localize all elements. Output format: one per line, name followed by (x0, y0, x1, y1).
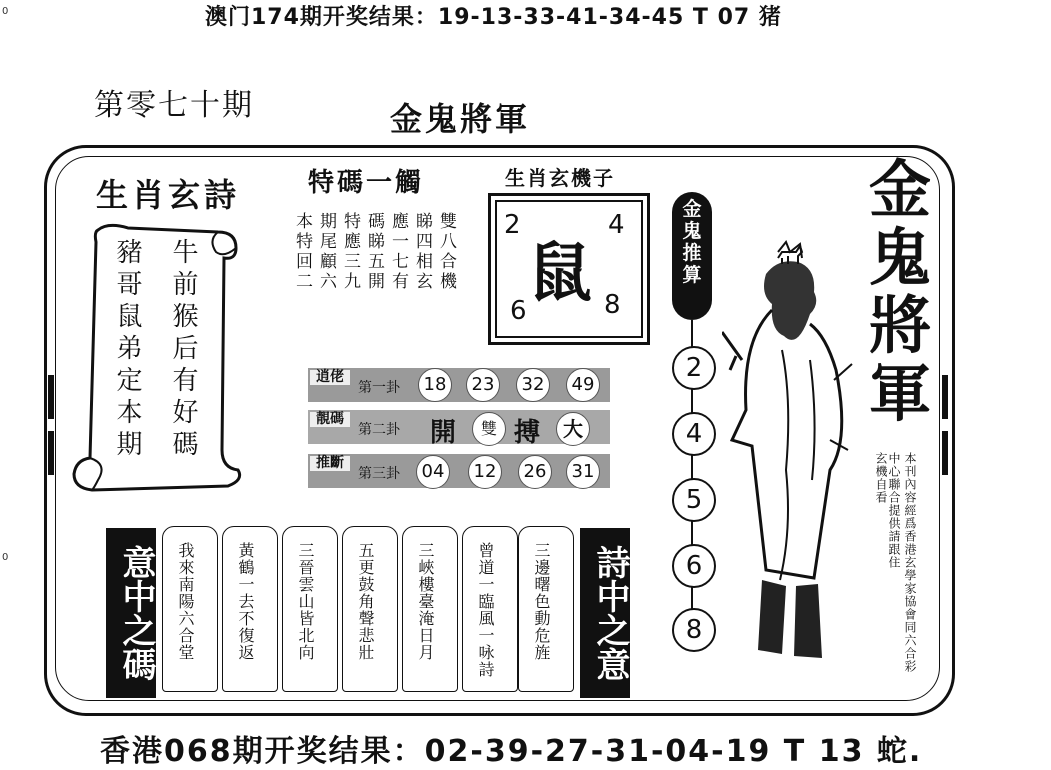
forecast-pill (672, 192, 712, 320)
side-number: 2 (672, 346, 716, 390)
big-title: 金鬼將軍 (868, 153, 931, 430)
verse-text: 三峽樓臺淹日月 (416, 542, 435, 661)
bar-char: 搏 (514, 418, 541, 448)
bar-label: 靚碼 (310, 412, 350, 427)
bar-char: 開 (430, 418, 457, 448)
general-illustration (722, 240, 862, 670)
bar-section: 第三卦 (358, 466, 400, 482)
poem-line-left: 豬哥鼠弟定本期 (112, 238, 142, 462)
number-circle: 23 (466, 368, 500, 402)
poem-line-right: 牛前猴后有好碼 (168, 238, 198, 462)
special-line: 特應三九 (340, 212, 360, 292)
zodiac-box-title: 生肖玄機子 (505, 166, 615, 190)
verse-text: 三晉雲山皆北向 (296, 542, 315, 661)
number-circle: 49 (566, 368, 600, 402)
special-line: 雙八合機 (436, 212, 456, 292)
verse-text: 三邊曙色動危旌 (532, 542, 551, 661)
verse-text: 黃鶴一去不復返 (236, 542, 255, 661)
horse-icon (776, 244, 804, 266)
edge-bars (940, 375, 952, 475)
number-circle: 26 (518, 455, 552, 489)
side-number: 8 (672, 608, 716, 652)
side-number: 4 (672, 412, 716, 456)
pill-label: 金鬼推算 (682, 198, 702, 286)
bar-char-circle: 大 (556, 412, 590, 446)
verse-text: 曾道一臨風一咏詩 (476, 542, 495, 678)
special-line: 碼睇五開 (364, 212, 384, 292)
edge-bars (44, 375, 56, 475)
special-line: 期尾顧六 (316, 212, 336, 292)
bar-row-1 (308, 368, 610, 402)
box-number: 8 (604, 290, 621, 320)
bar-row-3 (308, 454, 610, 488)
edge-mark: 0 (2, 552, 9, 563)
number-circle: 31 (566, 455, 600, 489)
number-circle: 32 (516, 368, 550, 402)
poem-title: 生肖玄詩 (96, 176, 241, 214)
box-number: 4 (608, 210, 625, 240)
left-block-label: 意中之碼 (106, 528, 156, 698)
bar-section: 第一卦 (358, 380, 400, 396)
number-circle: 18 (418, 368, 452, 402)
bar-label: 逍佬 (310, 370, 350, 385)
verse-text: 五更鼓角聲悲壯 (356, 542, 375, 661)
special-line: 應一七有 (388, 212, 408, 292)
box-number: 2 (504, 210, 521, 240)
top-result-banner: 澳门174期开奖结果：19-13-33-41-34-45 T 07 猪 (205, 5, 782, 30)
bar-section: 第二卦 (358, 422, 400, 438)
side-number: 5 (672, 478, 716, 522)
verse-text: 我來南陽六合堂 (176, 542, 195, 661)
center-title: 金鬼將軍 (390, 100, 531, 138)
publisher-note: 本刊內容經爲香港玄學家協會同六合彩 (903, 452, 917, 673)
box-number: 6 (510, 296, 527, 326)
number-circle: 04 (416, 455, 450, 489)
right-block-label: 詩中之意 (580, 528, 630, 698)
special-code-title: 特碼一觸 (308, 168, 425, 198)
bottom-result-banner: 香港068期开奖结果：02-39-27-31-04-19 T 13 蛇. (100, 734, 923, 769)
special-line: 本特回二 (292, 212, 312, 292)
number-circle: 12 (468, 455, 502, 489)
edge-mark: 0 (2, 6, 9, 17)
bar-label: 推斷 (310, 456, 350, 471)
publisher-note-secondary: 中心聯合提供請跟住玄機自看 (874, 452, 901, 569)
issue-number: 第零七十期 (94, 88, 254, 123)
zodiac-char: 鼠 (528, 236, 592, 311)
side-number: 6 (672, 544, 716, 588)
scroll-graphic (68, 218, 244, 498)
special-line: 睇四相玄 (412, 212, 432, 292)
bar-char-circle: 雙 (472, 412, 506, 446)
